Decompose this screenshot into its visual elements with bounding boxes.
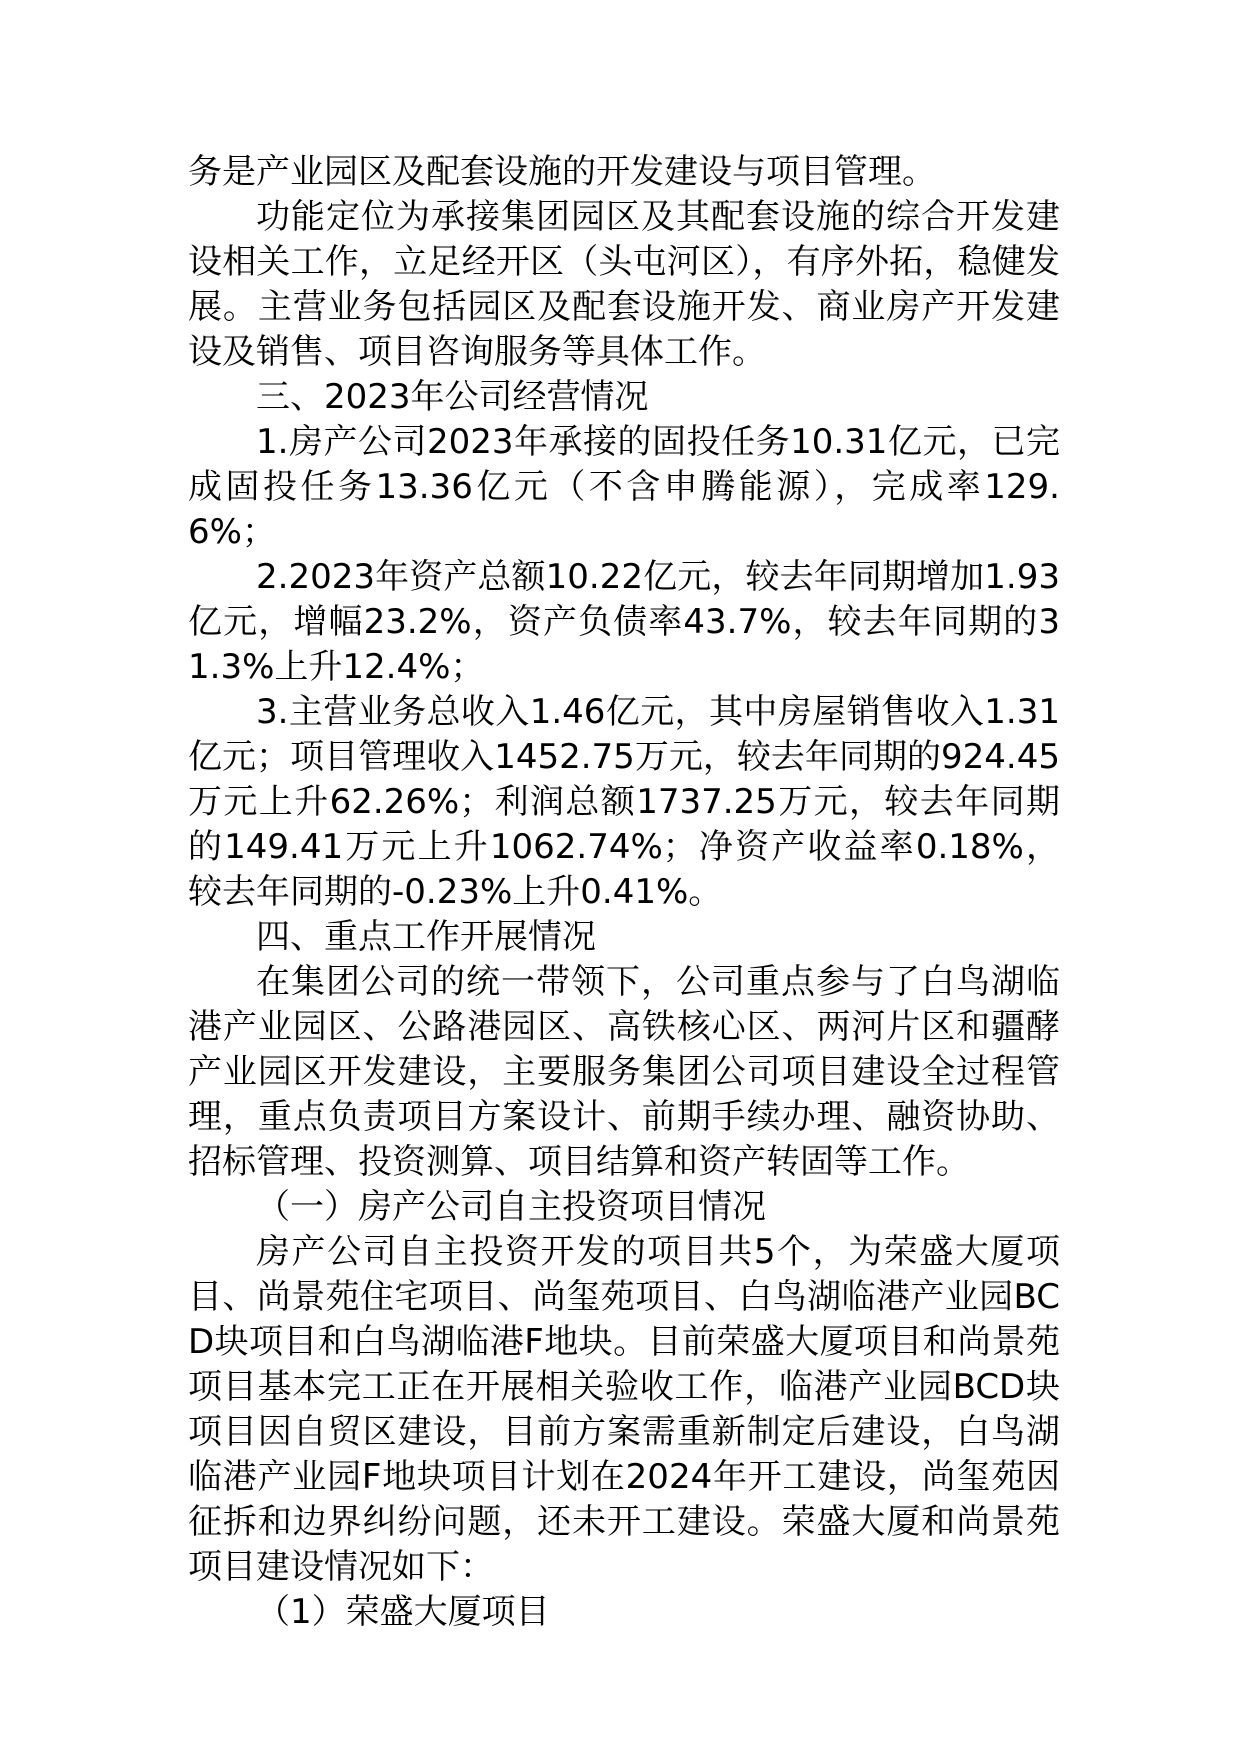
paragraph-group-leadership: 在集团公司的统一带领下，公司重点参与了白鸟湖临港产业园区、公路港园区、高铁核心区、两河片区和疆酵产业园区开发建设，主要服务集团公司项目建设全过程管理，重点负责项目方案设计、前期手续办理、融资协助、招标管理、投资测算、项目结算和资产转固等工作。 xyxy=(188,962,1060,1182)
paragraph-item-2: 2.2023年资产总额10.22亿元，较去年同期增加1.93亿元，增幅23.2%，资产负债率43.7%，较去年同期的31.3%上升12.4%； xyxy=(188,557,1060,687)
paragraph-continuation: 务是产业园区及配套设施的开发建设与项目管理。 xyxy=(188,152,936,192)
paragraph-self-investment-projects: 房产公司自主投资开发的项目共5个，为荣盛大厦项目、尚景苑住宅项目、尚玺苑项目、白鸟湖临港产业园BCD块项目和白鸟湖临港F地块。目前荣盛大厦项目和尚景苑项目基本完工正在开展相关验收工作，临港产业园BCD块项目因自贸区建设，目前方案需重新制定后建设，白鸟湖临港产业园F地块项目计划在2024年开工建设，尚玺苑因征拆和边界纠纷问题，还未开工建设。荣盛大厦和尚景苑项目建设情况如下： xyxy=(188,1232,1060,1587)
document-page xyxy=(188,150,1060,1635)
paragraph-function-positioning: 功能定位为承接集团园区及其配套设施的综合开发建设相关工作，立足经开区（头屯河区），有序外拓，稳健发展。主营业务包括园区及配套设施开发、商业房产开发建设及销售、项目咨询服务等具体工作。 xyxy=(188,197,1060,372)
paragraph-item-3: 3.主营业务总收入1.46亿元，其中房屋销售收入1.31亿元；项目管理收入1452.75万元，较去年同期的924.45万元上升62.26%；利润总额1737.25万元，较去年同期的149.41万元上升1062.74%；净资产收益率0.18%，较去年同期的-0.23%上升0.41%。 xyxy=(188,692,1060,912)
paragraph-item-1: 1.房产公司2023年承接的固投任务10.31亿元，已完成固投任务13.36亿元（不含申腾能源），完成率129.6%； xyxy=(188,422,1060,552)
section-heading-key-work: 四、重点工作开展情况 xyxy=(256,917,596,957)
item-heading-rongsheng-building: （1）荣盛大厦项目 xyxy=(256,1592,550,1632)
section-heading-2023-operations: 三、2023年公司经营情况 xyxy=(256,377,649,417)
subsection-heading-self-investment: （一）房产公司自主投资项目情况 xyxy=(256,1187,766,1227)
